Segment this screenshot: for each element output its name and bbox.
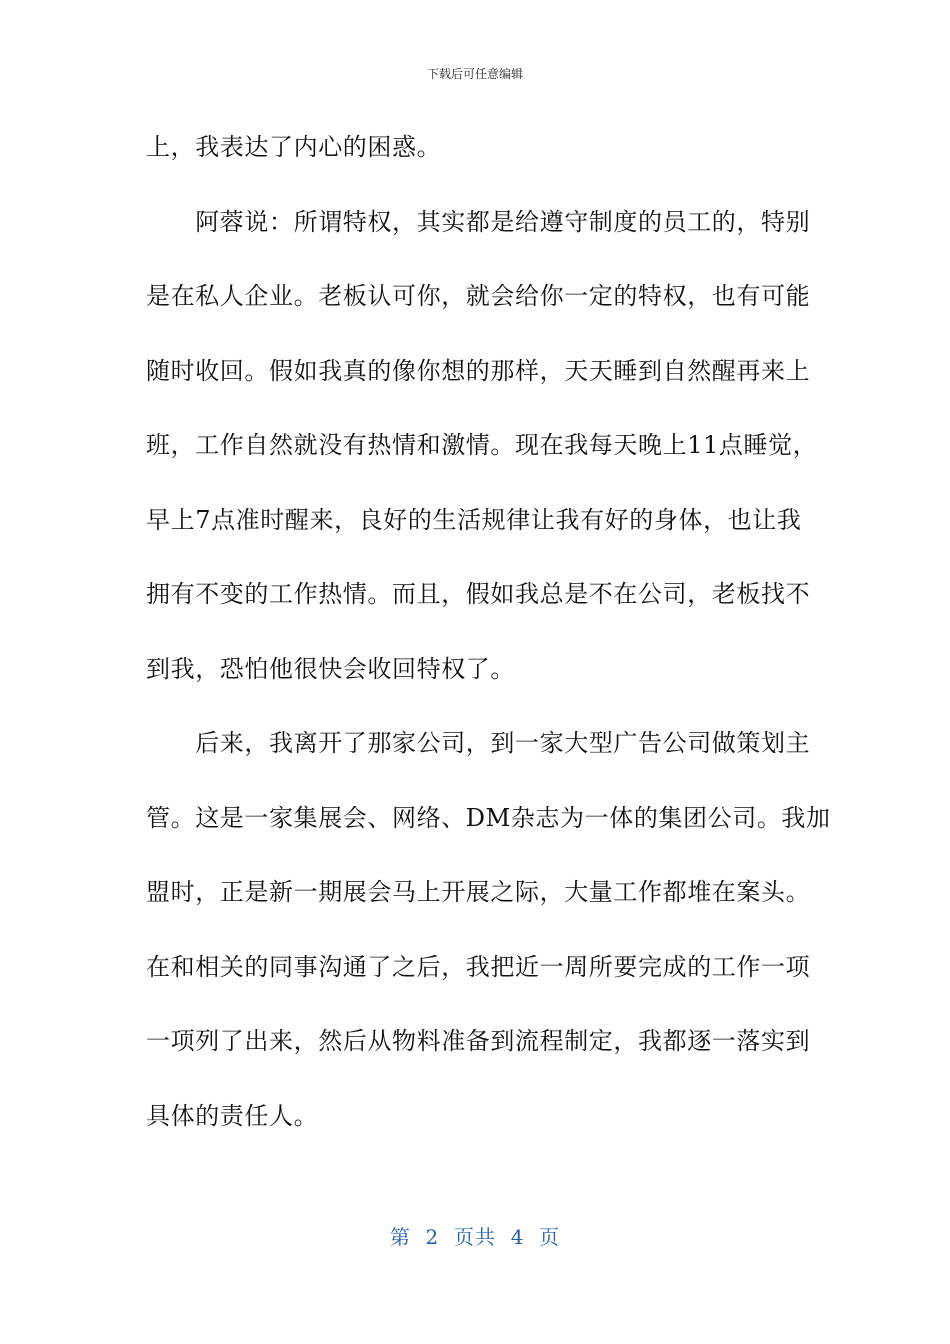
text-line: 一项列了出来，然后从物料准备到流程制定，我都逐一落实到: [146, 1027, 811, 1055]
body-text: [146, 110, 831, 1153]
text-line: 具体的责任人。: [146, 1101, 319, 1130]
text-line: 到我，恐怕他很快会收回特权了。: [146, 654, 515, 683]
page-number-footer: 第 2 页共 4 页: [389, 1225, 561, 1249]
text-line: 管。这是一家集展会、网络、DM杂志为一体的集团公司。我加: [146, 803, 831, 832]
text-line: 拥有不变的工作热情。而且，假如我总是不在公司，老板找不: [146, 580, 811, 608]
text-line: 上，我表达了内心的困惑。: [146, 133, 442, 161]
text-line: 阿蓉说：所谓特权，其实都是给遵守制度的员工的，特别: [146, 207, 811, 236]
text-line: 是在私人企业。老板认可你，就会给你一定的特权，也有可能: [146, 282, 811, 310]
text-line: 随时收回。假如我真的像你想的那样，天天睡到自然醒再来上: [146, 356, 811, 385]
text-line: 后来，我离开了那家公司，到一家大型广告公司做策划主: [146, 729, 811, 757]
page-header: 下载后可任意编辑: [426, 67, 523, 81]
text-line: 盟时，正是新一期展会马上开展之际，大量工作都堆在案头。: [146, 878, 811, 906]
text-line: 班，工作自然就没有热情和激情。现在我每天晚上11点睡觉，: [146, 431, 818, 459]
text-line: 早上7点准时醒来，良好的生活规律让我有好的身体，也让我: [146, 505, 802, 534]
text-line: 在和相关的同事沟通了之后，我把近一周所要完成的工作一项: [146, 952, 811, 981]
